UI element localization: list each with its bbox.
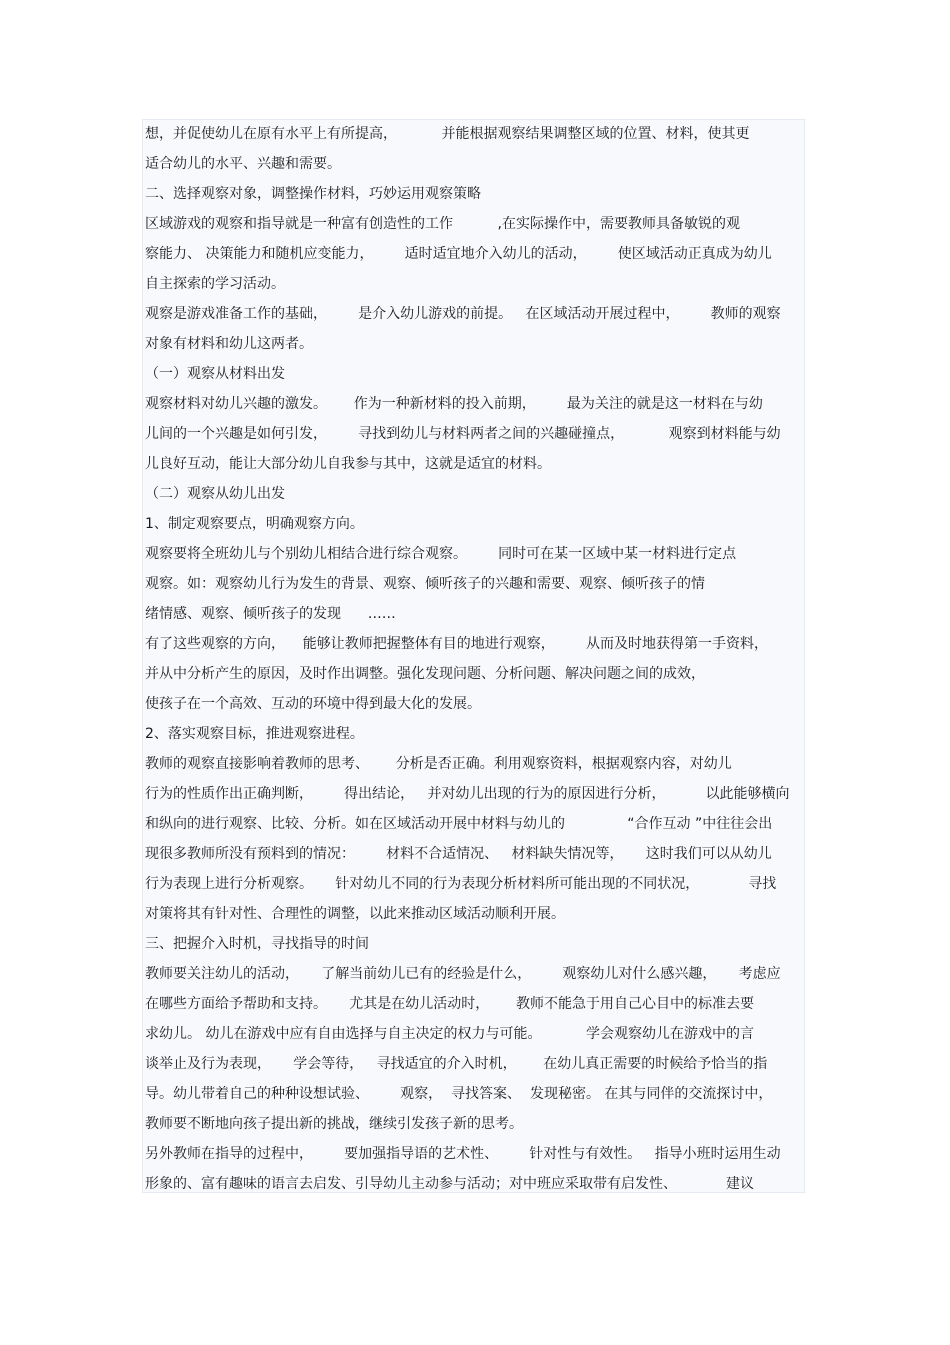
text-line: 三、把握介入时机，寻找指导的时间 <box>145 936 369 952</box>
text-line: 并从中分析产生的原因，及时作出调整。强化发现问题、分析问题、解决问题之间的成效， <box>145 666 705 682</box>
text-line: 察能力、 决策能力和随机应变能力， 适时适宜地介入幼儿的活动， 使区域活动正真成为幼儿 <box>145 246 772 262</box>
text-line: 使孩子在一个高效、互动的环境中得到最大化的发展。 <box>145 696 481 712</box>
text-line: 区域游戏的观察和指导就是一种富有创造性的工作 ,在实际操作中，需要教师具备敏锐的观 <box>145 216 740 232</box>
text-line: 对象有材料和幼儿这两者。 <box>145 336 313 352</box>
text-line: 想，并促使幼儿在原有水平上有所提高， 并能根据观察结果调整区域的位置、材料，使其更 <box>145 126 750 142</box>
text-line: 教师要不断地向孩子提出新的挑战，继续引发孩子新的思考。 <box>145 1116 523 1132</box>
text-line: 观察要将全班幼儿与个别幼儿相结合进行综合观察。 同时可在某一区域中某一材料进行定点 <box>145 546 737 562</box>
document-body <box>145 119 810 1199</box>
text-line: 适合幼儿的水平、兴趣和需要。 <box>145 156 341 172</box>
text-line: 教师要关注幼儿的活动， 了解当前幼儿已有的经验是什么， 观察幼儿对什么感兴趣， 考虑应 <box>145 966 781 982</box>
text-line: 对策将其有针对性、合理性的调整，以此来推动区域活动顺利开展。 <box>145 906 565 922</box>
text-line: 形象的、富有趣味的语言去启发、引导幼儿主动参与活动；对中班应采取带有启发性、 建议 <box>145 1176 754 1192</box>
text-line: 自主探索的学习活动。 <box>145 276 285 292</box>
text-line: 有了这些观察的方向， 能够让教师把握整体有目的地进行观察， 从而及时地获得第一手资料， <box>145 636 768 652</box>
text-line: 观察是游戏准备工作的基础， 是介入幼儿游戏的前提。 在区域活动开展过程中， 教师的观察 <box>145 306 781 322</box>
text-line: 现很多教师所没有预料到的情况： 材料不合适情况、 材料缺失情况等， 这时我们可以从幼儿 <box>145 846 772 862</box>
text-line: 二、选择观察对象，调整操作材料，巧妙运用观察策略 <box>145 186 481 202</box>
text-line: 1、制定观察要点，明确观察方向。 <box>145 516 364 532</box>
text-line: 观察。如：观察幼儿行为发生的背景、观察、倾听孩子的兴趣和需要、观察、倾听孩子的情 <box>145 576 705 592</box>
text-line: 和纵向的进行观察、比较、分析。如在区域活动开展中材料与幼儿的 “合作互动 ”中往往会出 <box>145 816 773 832</box>
text-line: 教师的观察直接影响着教师的思考、 分析是否正确。利用观察资料，根据观察内容，对幼儿 <box>145 756 732 772</box>
text-line: （二）观察从幼儿出发 <box>145 486 285 502</box>
text-line: 行为表现上进行分析观察。 针对幼儿不同的行为表现分析材料所可能出现的不同状况， 寻找 <box>145 876 777 892</box>
text-line: 求幼儿。 幼儿在游戏中应有自由选择与自主决定的权力与可能。 学会观察幼儿在游戏中的言 <box>145 1026 754 1042</box>
text-line: 谈举止及行为表现， 学会等待， 寻找适宜的介入时机， 在幼儿真正需要的时候给予恰当的指 <box>145 1056 768 1072</box>
text-line: 导。幼儿带着自己的种种设想试验、 观察， 寻找答案、 发现秘密。 在其与同伴的交流探讨中， <box>145 1086 773 1102</box>
text-line: 儿间的一个兴趣是如何引发， 寻找到幼儿与材料两者之间的兴趣碰撞点， 观察到材料能与幼 <box>145 426 781 442</box>
text-line: 行为的性质作出正确判断， 得出结论， 并对幼儿出现的行为的原因进行分析， 以此能够横向 <box>145 786 790 802</box>
text-line: 2、落实观察目标，推进观察进程。 <box>145 726 364 742</box>
text-line: 观察材料对幼儿兴趣的激发。 作为一种新材料的投入前期， 最为关注的就是这一材料在与幼 <box>145 396 763 412</box>
text-line: 另外教师在指导的过程中， 要加强指导语的艺术性、 针对性与有效性。 指导小班时运用生动 <box>145 1146 781 1162</box>
text-line: 在哪些方面给予帮助和支持。 尤其是在幼儿活动时， 教师不能急于用自己心目中的标准去要 <box>145 996 754 1012</box>
text-line: 儿良好互动，能让大部分幼儿自我参与其中，这就是适宜的材料。 <box>145 456 551 472</box>
text-line: （一）观察从材料出发 <box>145 366 285 382</box>
text-line: 绪情感、观察、倾听孩子的发现 …… <box>145 606 396 622</box>
